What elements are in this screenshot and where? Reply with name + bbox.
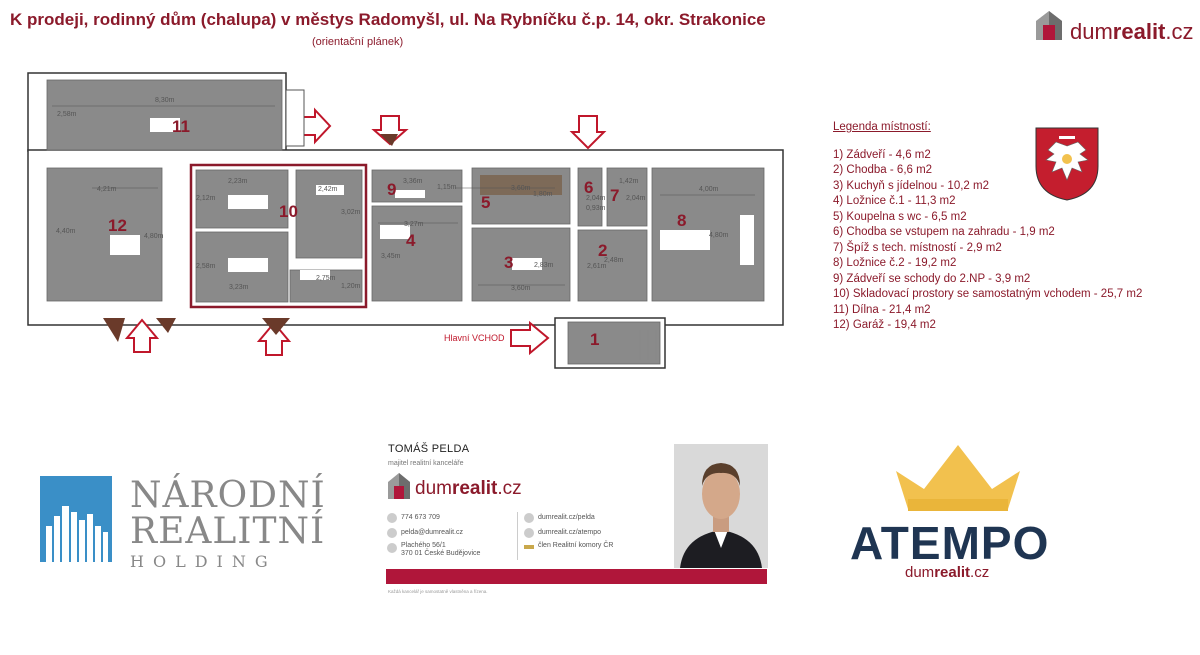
dim-label: 1,80m: [533, 191, 553, 198]
dim-label: 2,58m: [196, 263, 216, 270]
card-color-bar: [386, 569, 767, 584]
legend-item: 9) Zádveří se schody do 2.NP - 3,9 m2: [833, 272, 1031, 285]
floor-plan: [0, 0, 800, 380]
room-8-label: 8: [677, 211, 687, 230]
legend-item: 2) Chodba - 6,6 m2: [833, 164, 933, 176]
agent-address-1: Plachého 56/1: [401, 542, 446, 549]
card-footnote: Každá kancelář je samostatně vlastněna a řízena.: [388, 589, 488, 594]
room-11-label: 11: [172, 117, 190, 136]
dim-label: 2,61m: [587, 263, 607, 270]
dim-label: 3,02m: [341, 209, 361, 216]
room-6-label: 6: [584, 178, 594, 197]
atempo-wordmark: ATEMPO: [850, 517, 1050, 569]
atempo-dumrealit: dumrealit.cz: [905, 564, 990, 581]
agent-name: TOMÁŠ PELDA: [388, 443, 470, 455]
nrh-line-2: REALITNÍ: [130, 511, 326, 552]
email-icon: [387, 528, 397, 538]
house-logo-icon: [1034, 9, 1064, 41]
dim-label: 2,04m: [626, 195, 646, 202]
dim-label: 3,36m: [403, 178, 423, 185]
agent-address-2: 370 01 České Budějovice: [401, 550, 481, 557]
legend-item: 8) Ložnice č.2 - 19,2 m2: [833, 257, 957, 269]
dim-label: 2,48m: [604, 257, 624, 264]
buildings-logo-icon: [40, 476, 112, 562]
dim-label: 8,30m: [155, 97, 175, 104]
dim-label: 2,04m: [586, 195, 606, 202]
agent-membership: člen Realitní komory ČR: [538, 542, 614, 549]
legend-item: 10) Skladovací prostory se samostatným vchodem - 25,7 m2: [833, 288, 1143, 300]
web-icon: [524, 513, 534, 523]
legend-heading: Legenda místností:: [833, 121, 931, 133]
legend-item: 12) Garáž - 19,4 m2: [833, 319, 936, 331]
room-5-label: 5: [481, 193, 491, 212]
web-icons: [523, 512, 535, 562]
dim-label: 4,80m: [709, 232, 729, 239]
contact-icons: [386, 512, 398, 562]
nrh-line-1: NÁRODNÍ: [130, 475, 326, 516]
arrow-top-2: [572, 116, 604, 148]
agent-phone[interactable]: 774 673 709: [401, 514, 440, 521]
nrh-line-3: HOLDING: [130, 552, 277, 571]
chamber-icon: [524, 545, 534, 549]
room-7-label: 7: [610, 186, 620, 205]
dim-label: 3,60m: [511, 285, 531, 292]
dim-label: 2,58m: [57, 111, 77, 118]
dim-label: 2,12m: [196, 195, 216, 202]
dim-label: 0,93m: [586, 205, 606, 212]
dumrealit-logo[interactable]: dumrealit.cz: [1034, 9, 1064, 46]
dim-label: 4,21m: [97, 186, 117, 193]
page-subtitle: (orientační plánek): [312, 36, 404, 48]
room-3-label: 3: [504, 253, 514, 272]
dim-label: 2,83m: [534, 262, 554, 269]
dim-label: 4,40m: [56, 228, 76, 235]
room-2-label: 2: [598, 241, 608, 260]
room-1-floor: [568, 322, 660, 364]
page-title: K prodeji, rodinný dům (chalupa) v městys Radomyšl, ul. Na Rybníčku č.p. 14, okr. Strakonice: [10, 10, 766, 29]
legend-item: 7) Špíž s tech. místností - 2,9 m2: [833, 241, 1002, 254]
legend-item: 3) Kuchyň s jídelnou - 10,2 m2: [833, 179, 989, 192]
room-9-label: 9: [387, 180, 397, 199]
dim-label: 1,15m: [437, 184, 457, 191]
legend-item: 4) Ložnice č.1 - 11,3 m2: [833, 195, 956, 207]
coat-of-arms-icon: [1034, 126, 1100, 202]
agent-photo: [674, 444, 768, 568]
web-icon: [524, 528, 534, 538]
phone-icon: [387, 513, 397, 523]
agent-web-1[interactable]: dumrealit.cz/pelda: [538, 514, 595, 521]
room-1-label: 1: [590, 330, 600, 349]
agent-role: majitel realitní kanceláře: [388, 460, 464, 467]
main-entrance-label: Hlavní VCHOD: [444, 333, 505, 343]
room-10-label: 10: [279, 202, 298, 221]
dim-label: 3,23m: [229, 284, 249, 291]
location-icon: [387, 543, 397, 553]
dim-label: 2,75m: [316, 275, 336, 282]
dim-label: 4,80m: [144, 233, 164, 240]
agent-email[interactable]: pelda@dumrealit.cz: [401, 529, 463, 536]
crown-icon: [890, 441, 1026, 516]
arrow-main-entrance: [511, 323, 548, 353]
legend-item: 11) Dílna - 21,4 m2: [833, 303, 931, 316]
card-divider: [517, 512, 518, 560]
dim-label: 3,45m: [381, 253, 401, 260]
nrh-logo: [40, 475, 326, 571]
legend-item: 6) Chodba se vstupem na zahradu - 1,9 m2: [833, 226, 1055, 238]
dim-label: 3,27m: [404, 221, 424, 228]
room-12-label: 12: [108, 216, 127, 235]
dim-label: 1,42m: [619, 178, 639, 185]
legend-item: 5) Koupelna s wc - 6,5 m2: [833, 210, 967, 223]
legend-item: 1) Zádveří - 4,6 m2: [833, 148, 931, 161]
dim-label: 2,23m: [228, 178, 248, 185]
room-4-label: 4: [406, 231, 416, 250]
dim-label: 2,42m: [318, 186, 338, 193]
dim-label: 3,60m: [511, 185, 531, 192]
card-dumrealit-logo[interactable]: dumrealit.cz: [387, 472, 411, 505]
arrow-side-11: [302, 110, 330, 142]
agent-web-2[interactable]: dumrealit.cz/atempo: [538, 529, 602, 536]
house-logo-icon: [387, 472, 411, 500]
dim-label: 1,20m: [341, 283, 361, 290]
room-11-floor: [47, 80, 282, 150]
dim-label: 4,00m: [699, 186, 719, 193]
